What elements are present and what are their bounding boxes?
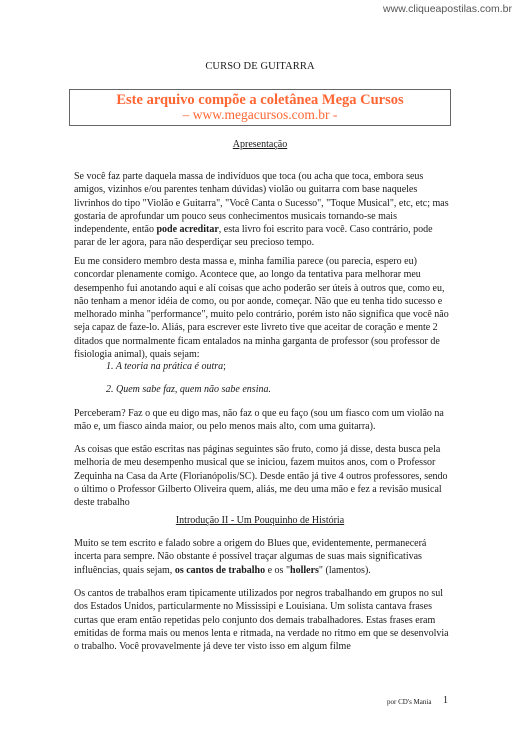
paragraph-coisas: As coisas que estão escritas nas páginas seguintes são fruto, como já disse, desta busca pela melhoria de meu desempenho musical que se iniciou, fazem muitos anos, com o Professor Zequinha na Casa da Arte (Florianópolis/SC). Desde então já tive 4 outros professores, sendo o último o Professor Gilberto Oliveira quem, aliás, me deu uma mão e fez a revisão musical deste trabalho	[74, 444, 448, 509]
promo-link[interactable]: – www.megacursos.com.br -	[182, 106, 338, 122]
page-number: 1	[443, 695, 448, 706]
paragraph-cantos-trabalho: Os cantos de trabalhos eram tipicamente utilizados por negros trabalhando em grupos no sul dos Estados Unidos, particularmente no Mississipi e Louisiana. Um solista cantava frases curtas que eram então repetidas pelo conjunto dos demais trabalhadores. Estas frases eram emitidas de forma mais ou menos lenta e ritmada, na verdade no ritmo em que se desenvolvia o trabalho. Você provavelmente já deve ter visto isso em algum filme	[74, 588, 449, 653]
section-heading-introducao: Introdução II - Um Pouquinho de História	[175, 515, 345, 526]
paragraph-membro: Eu me considero membro desta massa e, minha família parece (ou parecia, espero eu) concordar plenamente comigo. Acontece que, ao longo da tentativa para melhorar meu desempenho fui anotando aqui e alí coisas que acho poderão ser úteis à outros que, como eu, não tenham a menor idéia de como, ou por aonde, começar. Não que eu tenha tido sucesso e melhorado minha "performance", muito pelo contrário, porém isto não significa que você não seja capaz de faze-lo. Aliás, para escrever este livreto tive que aceitar de coração e mente 2 ditados que normalmente ficam entalados na minha garganta de professor (sou professor de fisiologia animal), quais sejam:	[74, 256, 449, 361]
paragraph-perceberam: Perceberam? Faz o que eu digo mas, não faz o que eu faço (sou um fiasco com um violão na mão e, um fiasco ainda maior, ou pelo menos mais alto, com uma guitarra).	[74, 408, 444, 433]
paragraph-blues-origem: Muito se tem escrito e falado sobre a origem do Blues que, evidentemente, permanecerá incerta para sempre. Não obstante é possível traçar algumas de suas mais significativas influências, quais sejam, os cantos de trabalho e os "hollers" (lamentos).	[74, 538, 427, 576]
section-heading-apresentacao: Apresentação	[232, 139, 288, 150]
quote-item-2: 2. Quem sabe faz, quem não sabe ensina.	[106, 384, 271, 395]
paragraph-intro: Se você faz parte daquela massa de indivíduos que toca (ou acha que toca, embora seus amigos, vizinhos e/ou parentes tenham dúvidas) violão ou guitarra com base naqueles livrinhos do tipo "Violão e Guitarra", "Você Canta o Sucesso", "Toque Musical", etc, etc; mas gostaria de aprofundar um pouco seus conhecimentos musicais tornando-se mais independente, então pode acreditar, esta livro foi escrito para você. Caso contrário, pode parar de ler agora, para não desperdiçar seu precioso tempo.	[74, 171, 449, 249]
footer-credit: por CD's Mania	[387, 698, 432, 706]
promo-headline: Este arquivo compõe a coletânea Mega Cursos	[116, 92, 404, 108]
quote-item-1: 1. A teoria na prática é outra;	[106, 361, 226, 372]
bold-phrase: pode acreditar	[156, 224, 219, 236]
bold-phrase: hollers	[290, 564, 319, 576]
document-title: CURSO DE GUITARRA	[205, 61, 315, 72]
bold-phrase: os cantos de trabalho	[174, 564, 266, 576]
watermark-url: www.cliqueapostilas.com.br	[383, 3, 512, 15]
promo-box	[69, 89, 451, 126]
